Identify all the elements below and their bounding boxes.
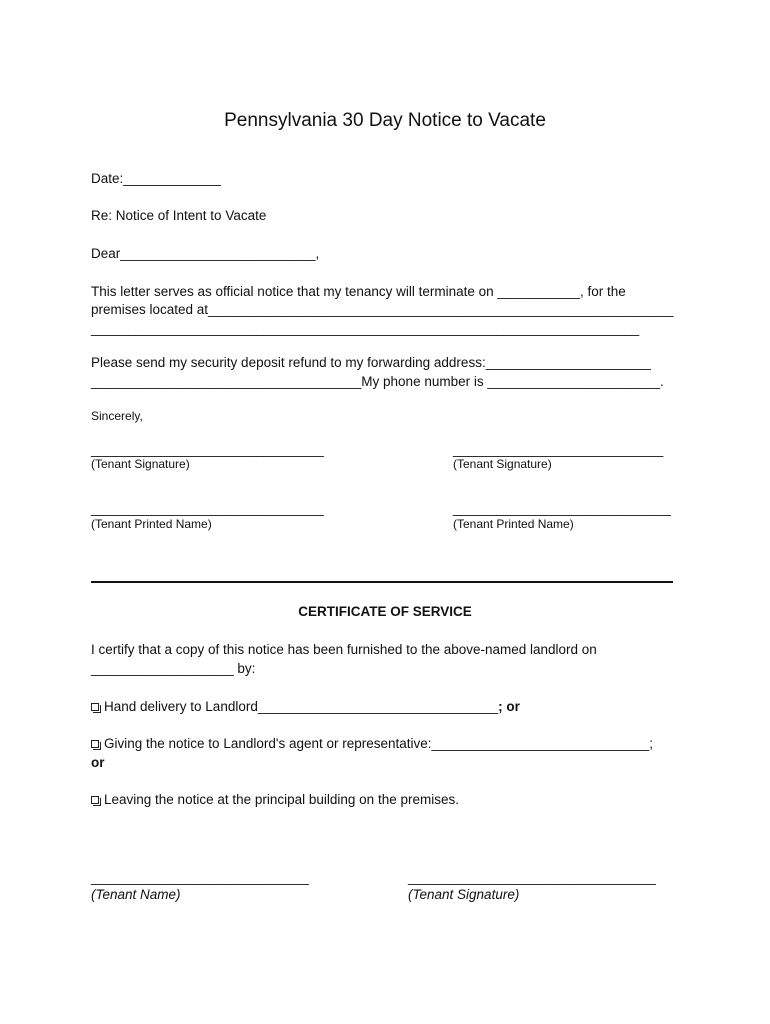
signature-line-right-1: ____________________________ bbox=[453, 442, 664, 457]
option-hand-delivery-text: Hand delivery to Landlord________________________________ bbox=[104, 699, 499, 714]
option-agent-suffix: or bbox=[91, 755, 105, 770]
deposit-line-2: ____________________________________My phone number is _______________________. bbox=[91, 374, 664, 389]
certify-line-1: I certify that a copy of this notice has been furnished to the above-named landlord on bbox=[91, 642, 597, 657]
option-leaving-notice bbox=[91, 791, 459, 809]
option-leaving-notice-text: Leaving the notice at the principal building on the premises. bbox=[104, 792, 459, 807]
tenant-signature-label-right: (Tenant Signature) bbox=[453, 457, 552, 471]
signature-line-left-2: _______________________________ bbox=[91, 501, 324, 516]
checkbox-icon bbox=[91, 796, 99, 804]
tenant-signature-line: _________________________________ bbox=[408, 870, 656, 885]
checkbox-icon bbox=[91, 703, 99, 711]
checkbox-icon bbox=[91, 740, 99, 748]
subject-line: Re: Notice of Intent to Vacate bbox=[91, 208, 267, 223]
closing-sincerely: Sincerely, bbox=[91, 409, 143, 423]
signature-line-right-2: _____________________________ bbox=[453, 501, 671, 516]
date-line: Date:_____________ bbox=[91, 171, 221, 186]
body-line-2: premises located at______________________________________________________________ bbox=[91, 302, 674, 317]
option-agent bbox=[91, 735, 653, 753]
printed-name-label-left: (Tenant Printed Name) bbox=[91, 517, 212, 531]
tenant-signature-label-left: (Tenant Signature) bbox=[91, 457, 190, 471]
option-hand-delivery bbox=[91, 698, 520, 716]
body-line-3: _________________________________________________________________________ bbox=[91, 321, 640, 336]
option-hand-delivery-suffix: ; or bbox=[498, 699, 520, 714]
tenant-signature-label: (Tenant Signature) bbox=[408, 887, 520, 902]
tenant-name-label: (Tenant Name) bbox=[91, 887, 181, 902]
section-divider bbox=[91, 581, 673, 583]
body-line-1: This letter serves as official notice that my tenancy will terminate on ___________, for the bbox=[91, 284, 626, 299]
signature-line-left-1: _______________________________ bbox=[91, 442, 324, 457]
salutation-line: Dear__________________________, bbox=[91, 246, 320, 261]
printed-name-label-right: (Tenant Printed Name) bbox=[453, 517, 574, 531]
page-title: Pennsylvania 30 Day Notice to Vacate bbox=[224, 110, 546, 131]
tenant-name-line: _____________________________ bbox=[91, 870, 309, 885]
certify-line-2: ___________________ by: bbox=[91, 661, 256, 676]
option-agent-text: Giving the notice to Landlord's agent or representative:_____________________________; bbox=[104, 736, 654, 751]
deposit-line-1: Please send my security deposit refund to my forwarding address:______________________ bbox=[91, 355, 651, 370]
certificate-heading: CERTIFICATE OF SERVICE bbox=[298, 604, 472, 619]
